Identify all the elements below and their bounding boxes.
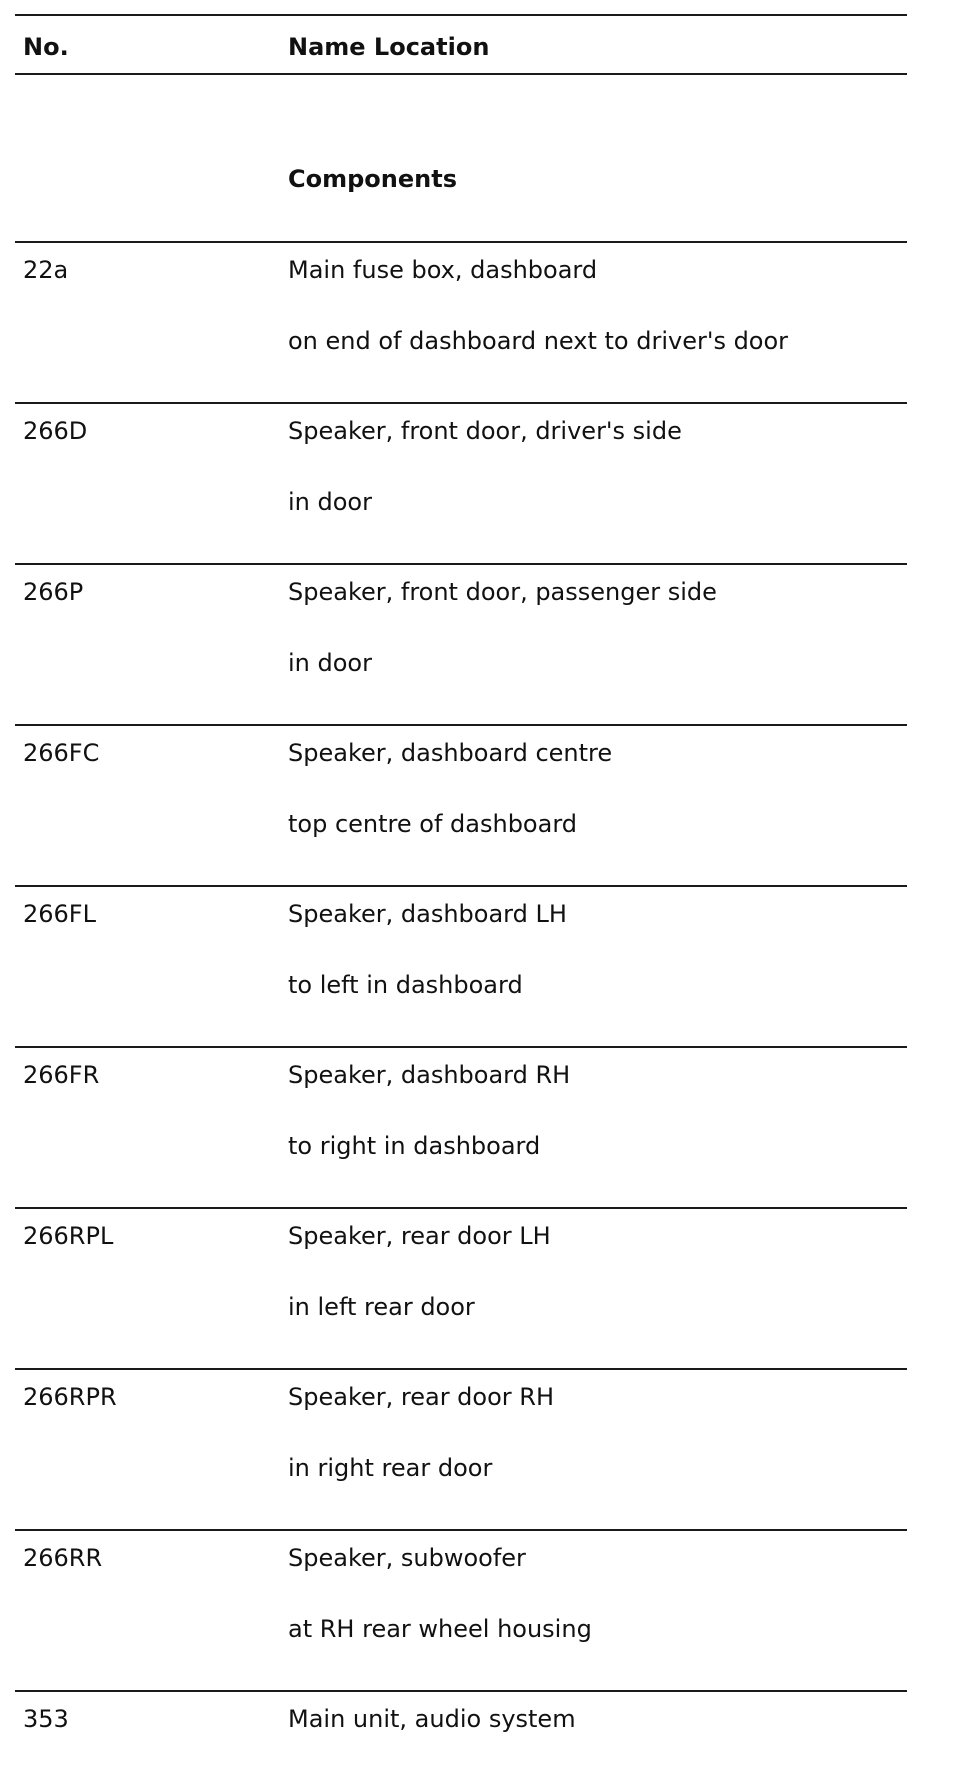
row-location: to left in dashboard (288, 971, 523, 999)
row-location: at RH rear wheel housing (288, 1615, 592, 1643)
row-divider (15, 1368, 907, 1370)
row-location: on end of dashboard next to driver's door (288, 327, 789, 355)
row-name: Speaker, front door, passenger side (288, 578, 717, 606)
row-location: in left rear door (288, 1293, 475, 1321)
row-no: 266P (23, 578, 84, 606)
header-bottom-rule (15, 73, 907, 75)
row-no: 353 (23, 1705, 69, 1733)
row-location: in right rear door (288, 1454, 493, 1482)
row-divider (15, 402, 907, 404)
header-name-location: Name Location (288, 33, 490, 61)
row-no: 266RPL (23, 1222, 114, 1250)
section-title: Components (288, 165, 457, 193)
row-divider (15, 724, 907, 726)
row-no: 266FC (23, 739, 100, 767)
row-name: Speaker, dashboard LH (288, 900, 567, 928)
row-divider (15, 1207, 907, 1209)
row-location: top centre of dashboard (288, 810, 577, 838)
row-divider (15, 1529, 907, 1531)
row-name: Speaker, rear door RH (288, 1383, 555, 1411)
row-location: to right in dashboard (288, 1132, 541, 1160)
row-divider (15, 885, 907, 887)
row-name: Speaker, front door, driver's side (288, 417, 682, 445)
row-no: 266FL (23, 900, 96, 928)
row-name: Main unit, audio system (288, 1705, 576, 1733)
row-no: 266RPR (23, 1383, 117, 1411)
row-name: Speaker, subwoofer (288, 1544, 526, 1572)
row-no: 266RR (23, 1544, 103, 1572)
row-location: in door (288, 488, 372, 516)
header-no: No. (23, 33, 69, 61)
row-divider (15, 1046, 907, 1048)
row-location: in door (288, 649, 372, 677)
row-name: Speaker, dashboard centre (288, 739, 613, 767)
table-top-rule (15, 14, 907, 16)
row-divider (15, 1690, 907, 1692)
row-no: 266FR (23, 1061, 100, 1089)
row-name: Main fuse box, dashboard (288, 256, 598, 284)
row-divider (15, 241, 907, 243)
row-divider (15, 563, 907, 565)
row-name: Speaker, dashboard RH (288, 1061, 571, 1089)
row-no: 22a (23, 256, 69, 284)
row-no: 266D (23, 417, 88, 445)
row-name: Speaker, rear door LH (288, 1222, 551, 1250)
